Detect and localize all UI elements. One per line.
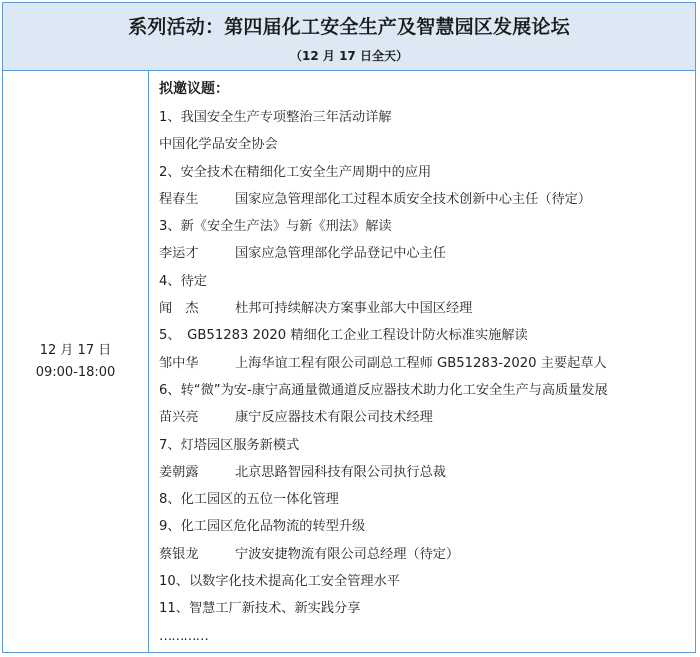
schedule-cell xyxy=(3,71,149,652)
agenda-topic: 4、待定 xyxy=(159,273,207,289)
schedule-date: 12 月 17 日 xyxy=(39,343,112,358)
agenda-topic: 8、化工园区的五位一体化管理 xyxy=(159,492,339,508)
speaker-name: 闻 杰 xyxy=(159,301,199,317)
speaker-role: 宁波安捷物流有限公司总经理（待定） xyxy=(235,546,460,562)
speaker-name: 李运才 xyxy=(159,246,199,262)
agenda-heading: 拟邀议题： xyxy=(159,81,229,97)
table-header xyxy=(3,3,695,71)
speaker-role: 杜邦可持续解决方案事业部大中国区经理 xyxy=(235,301,473,317)
speaker-name: 邹中华 xyxy=(159,355,199,371)
speaker-name: 姜朝露 xyxy=(159,464,199,480)
speaker-name: 程春生 xyxy=(159,191,199,207)
speaker-line xyxy=(159,404,695,431)
agenda-topic: 5、 GB51283 2020 精细化工企业工程设计防火标准实施解读 xyxy=(159,328,528,344)
speaker-line xyxy=(159,295,695,322)
speaker-name: 苗兴亮 xyxy=(159,410,199,426)
speaker-line xyxy=(159,350,695,377)
agenda-topic: 11、智慧工厂新技术、新实践分享 xyxy=(159,601,361,617)
agenda-topic: 9、化工园区危化品物流的转型升级 xyxy=(159,519,366,535)
speaker-line xyxy=(159,459,695,486)
schedule-block xyxy=(3,340,148,384)
agenda-topic: 1、我国安全生产专项整治三年活动详解 xyxy=(159,110,392,125)
speaker-line xyxy=(159,186,695,213)
agenda-topic: 2、安全技术在精细化工安全生产周期中的应用 xyxy=(159,164,432,180)
agenda-topic: 3、新《安全生产法》与新《刑法》解读 xyxy=(159,219,392,235)
page-title: 系列活动：第四届化工安全生产及智慧园区发展论坛 xyxy=(128,16,570,38)
speaker-line xyxy=(159,541,695,568)
speaker-name: 蔡银龙 xyxy=(159,546,199,562)
agenda-cell xyxy=(149,71,695,652)
speaker-role: 国家应急管理部化工过程本质安全技术创新中心主任（待定） xyxy=(235,191,592,207)
agenda-list xyxy=(159,104,695,650)
schedule-time: 09:00-18:00 xyxy=(35,365,116,380)
speaker-role: 国家应急管理部化学品登记中心主任 xyxy=(235,246,446,262)
agenda-topic: ………… xyxy=(159,628,208,644)
agenda-topic: 中国化学品安全协会 xyxy=(159,137,278,153)
agenda-topic: 7、灯塔园区服务新模式 xyxy=(159,437,300,453)
agenda-table xyxy=(2,2,696,653)
agenda-topic: 10、以数字化技术提高化工安全管理水平 xyxy=(159,574,400,590)
speaker-line xyxy=(159,240,695,267)
speaker-role: 北京思路智园科技有限公司执行总裁 xyxy=(235,464,446,480)
speaker-role: 上海华谊工程有限公司副总工程师 GB51283-2020 主要起草人 xyxy=(235,355,607,371)
table-body xyxy=(3,71,695,652)
agenda-topic: 6、转“微”为安-康宁高通量微通道反应器技术助力化工安全生产与高质量发展 xyxy=(159,382,608,398)
speaker-role: 康宁反应器技术有限公司技术经理 xyxy=(235,410,433,426)
page-subtitle: （12 月 17 日全天） xyxy=(290,49,408,63)
